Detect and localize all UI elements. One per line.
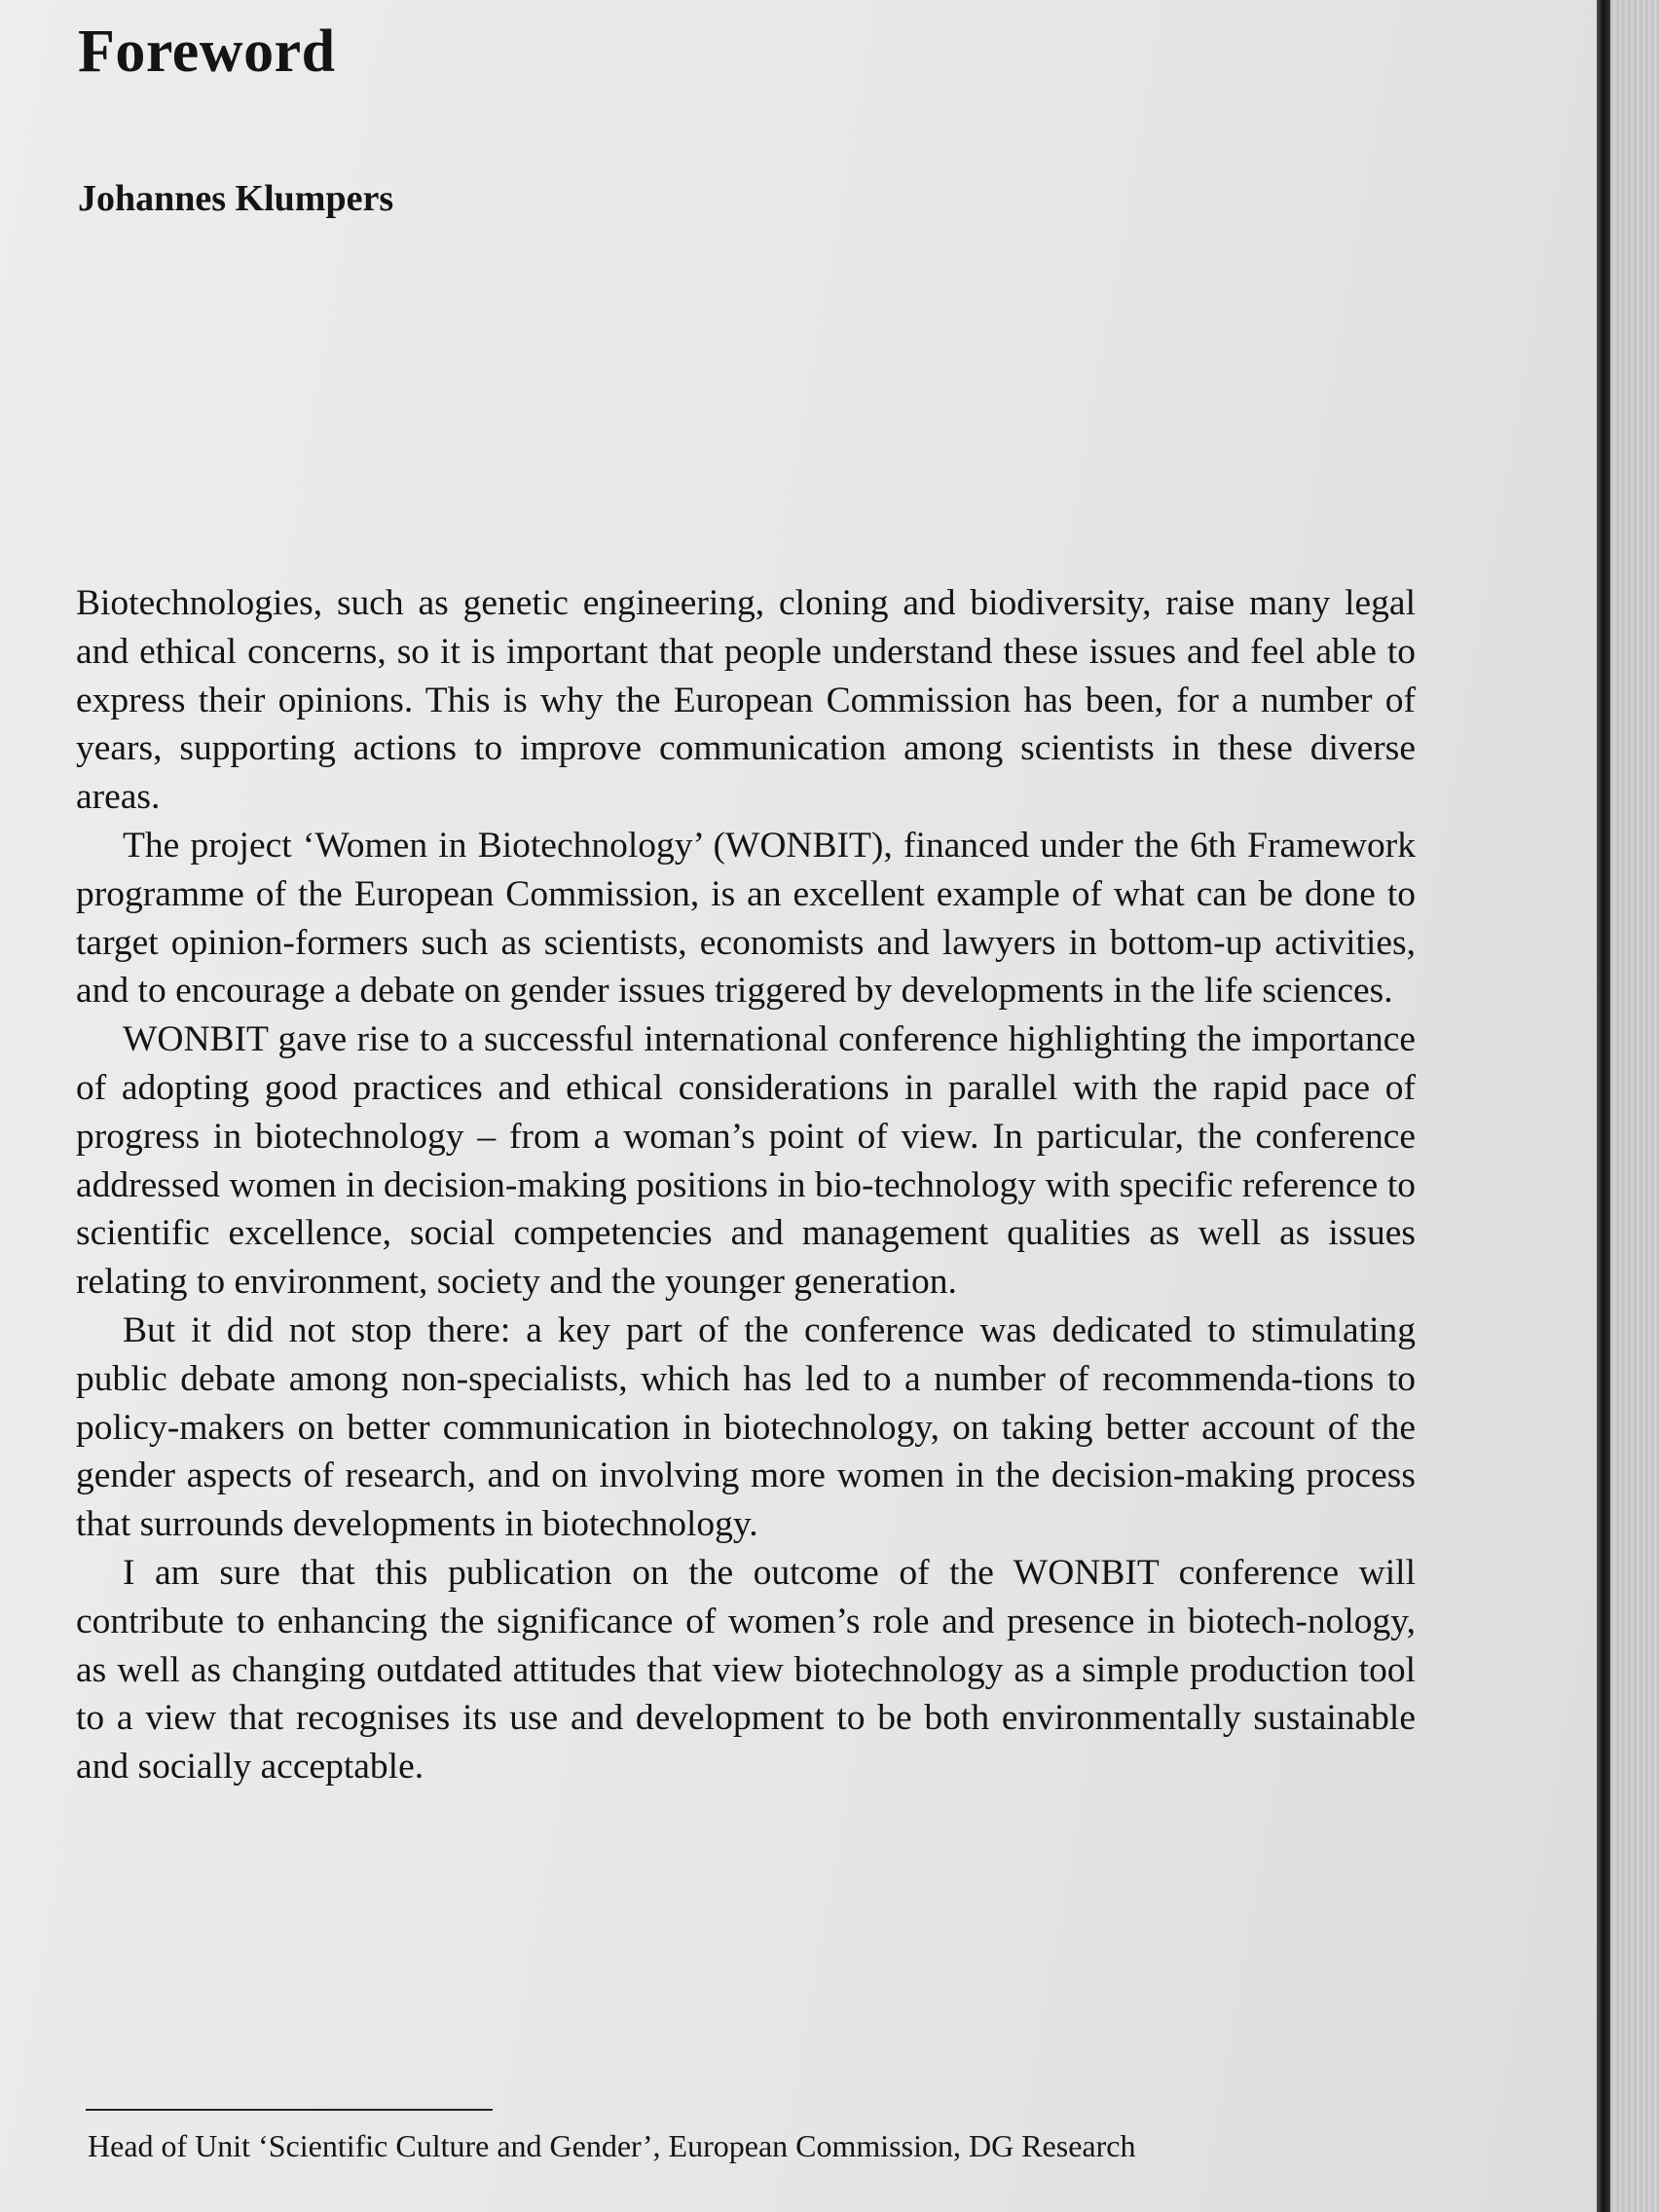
paragraph: The project ‘Women in Biotechnology’ (WONBIT), financed under the 6th Framework programme of the European Commission, is an excellent example of what can be done to target opinion-formers such as scientists, economists and lawyers in bottom-up activities, and to encourage a debate on gender issues triggered by developments in the life sciences. [76, 825, 1416, 1012]
footnote-divider [86, 2109, 493, 2111]
paragraph: WONBIT gave rise to a successful international conference highlighting the importance of adopting good practices and ethical considerations in parallel with the rapid pace of progress in biotechnology – from a woman’s point of view. In particular, the conference addressed women in decision-making positions in bio-technology with specific reference to scientific excellence, social competencies and management qualities as well as issues relating to environment, society and the younger generation. [76, 1019, 1416, 1303]
paragraph: I am sure that this publication on the outcome of the WONBIT conference will contribute to enhancing the significance of women’s role and presence in biotech-nology, as well as changing outdated attitudes that view biotechnology as a simple production tool to a view that recognises its use and development to be both environmentally sustainable and socially acceptable. [76, 1552, 1416, 1788]
page-edge-shadow [1597, 0, 1610, 2212]
page-title: Foreword [78, 18, 336, 85]
paragraph: But it did not stop there: a key part of the conference was dedicated to stimulating public debate among non-specialists, which has led to a number of recommenda-tions to policy-makers on better communication in biotechnology, on taking better account of the gender aspects of research, and on involving more women in the decision-making process that surrounds developments in biotechnology. [76, 1309, 1416, 1545]
footnote: Head of Unit ‘Scientific Culture and Gender’, European Commission, DG Research [88, 2128, 1136, 2163]
paragraph: Biotechnologies, such as genetic engineering, cloning and biodiversity, raise many legal and ethical concerns, so it is important that people understand these issues and feel able to express their opinions. This is why the European Commission has been, for a number of years, supporting actions to improve communication among scientists in these diverse areas. [76, 583, 1416, 818]
author-name: Johannes Klumpers [78, 178, 394, 219]
body-text [76, 579, 1416, 1791]
page-stack-edge [1610, 0, 1659, 2212]
